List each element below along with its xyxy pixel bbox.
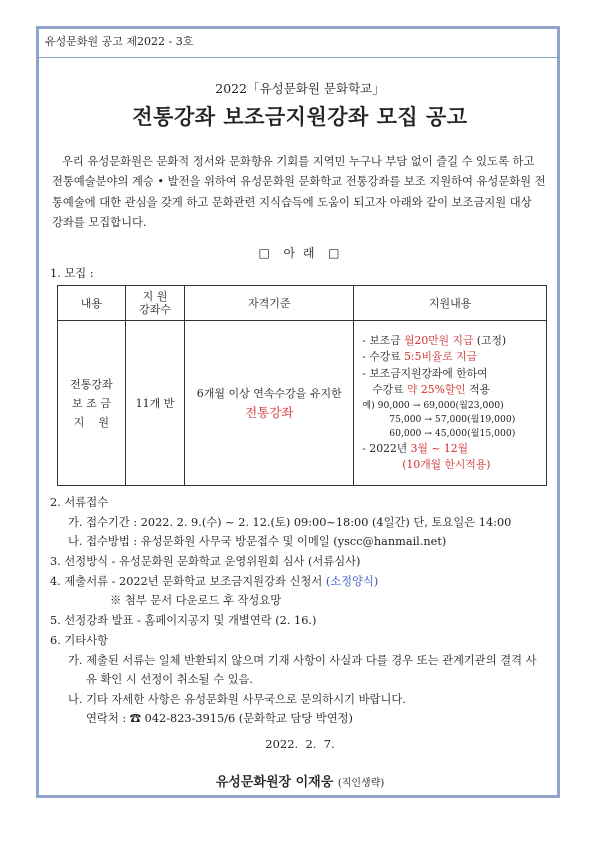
cell-support bbox=[354, 321, 547, 486]
content-line: 보 조 금 bbox=[71, 396, 111, 410]
subtitle: 2022「유성문화원 문화학교」 bbox=[215, 81, 385, 96]
qualification-highlight: 전통강좌 bbox=[245, 404, 294, 420]
phone-icon: ☎ bbox=[129, 712, 142, 725]
qualification-text: 6개월 이상 연속수강을 유지한 bbox=[196, 386, 342, 400]
contact-line bbox=[86, 710, 353, 726]
support-item: - 2022년 3월 ~ 12월 bbox=[362, 441, 469, 455]
intro-line: 강좌를 모집합니다. bbox=[52, 215, 147, 229]
intro-paragraph bbox=[52, 152, 552, 233]
seal-note: (직인생략) bbox=[337, 778, 385, 789]
contact-label: 연락처 : bbox=[86, 712, 130, 725]
support-example: 예) 90,000 → 69,000(월23,000) bbox=[362, 399, 504, 411]
cell-qualification bbox=[185, 321, 354, 486]
support-item: (10개월 한시적용) bbox=[402, 458, 491, 471]
etc-note-2: 나. 기타 자세한 사항은 유성문화원 사무국으로 문의하시기 바랍니다. bbox=[68, 693, 406, 706]
form-link[interactable]: (소정양식) bbox=[325, 575, 379, 588]
recruit-table bbox=[57, 285, 547, 486]
header-divider bbox=[37, 57, 557, 58]
header-qualification: 자격기준 bbox=[185, 286, 354, 321]
support-item: - 보조금지원강좌에 한하여 bbox=[362, 366, 488, 380]
attachment-note: ※ 첨부 문서 다운로드 후 작성요망 bbox=[110, 594, 282, 607]
table-header-row bbox=[58, 286, 547, 321]
header-count-line1: 지 원 bbox=[142, 290, 168, 303]
content-line: 전통강좌 bbox=[70, 377, 113, 391]
signature bbox=[0, 771, 600, 790]
support-example: 75,000 → 57,000(월19,000) bbox=[389, 413, 516, 425]
etc-note-1-cont: 유 확인 시 선정이 취소될 수 있음. bbox=[86, 673, 254, 686]
square-icon: □ bbox=[328, 246, 342, 260]
section-marker bbox=[0, 244, 600, 261]
application-period: 가. 접수기간 : 2022. 2. 9.(수) ~ 2. 12.(토) 09:00~18:00 (4일간) 단, 토요일은 14:00 bbox=[68, 516, 512, 529]
section-application-heading: 2. 서류접수 bbox=[50, 496, 109, 509]
signer-name: 유성문화원장 이재웅 bbox=[215, 775, 334, 790]
section-recruit-heading: 1. 모집 : bbox=[50, 267, 94, 280]
cell-content bbox=[58, 321, 126, 486]
table-row bbox=[58, 321, 547, 486]
signature-date: 2022. 2. 7. bbox=[265, 737, 335, 751]
support-example: 60,000 → 45,000(월15,000) bbox=[389, 427, 516, 439]
support-item: - 수강료 5:5비율로 지급 bbox=[362, 350, 478, 363]
required-documents bbox=[50, 573, 378, 589]
square-icon: □ bbox=[258, 246, 272, 260]
header-count-line2: 강좌수 bbox=[139, 303, 171, 316]
header-content: 내용 bbox=[58, 286, 126, 321]
contact-info: 042-823-3915/6 (문화학교 담당 박연정) bbox=[141, 712, 353, 725]
intro-line: 우리 유성문화원은 문화적 정서와 문화향유 기회를 지역민 누구나 부담 없이 즐길 수 있도록 하고 bbox=[62, 155, 535, 168]
header-count bbox=[125, 286, 184, 321]
intro-line: 통예술에 대한 관심을 갖게 하고 문화관련 지식습득에 도움이 되고자 아래와 같이 보조금지원 대상 bbox=[52, 195, 532, 209]
intro-line: 전통예술분야의 계승 • 발전을 위하여 유성문화원 문화학교 전통강좌를 보조 지원하여 유성문화원 전 bbox=[52, 175, 546, 189]
etc-note-1: 가. 제출된 서류는 일체 반환되지 않으며 기재 사항이 사실과 다를 경우 또는 관계기관의 결격 사 bbox=[68, 654, 537, 667]
document-number: 유성문화원 공고 제2022 - 3호 bbox=[45, 35, 194, 48]
ahrae-text: 아 래 bbox=[283, 246, 317, 260]
section-etc-heading: 6. 기타사항 bbox=[50, 634, 109, 647]
required-documents-text: 4. 제출서류 - 2022년 문화학교 보조금지원강좌 신청서 bbox=[50, 575, 326, 588]
announcement: 5. 선정강좌 발표 - 홈페이지공지 및 개별연락 (2. 16.) bbox=[50, 614, 317, 627]
page-title: 전통강좌 보조금지원강좌 모집 공고 bbox=[132, 104, 468, 129]
content-line: 지 원 bbox=[73, 415, 110, 429]
support-item: 수강료 약 25%할인 적용 bbox=[372, 383, 491, 396]
selection-method: 3. 선정방식 - 유성문화원 문화학교 운영위원회 심사 (서류심사) bbox=[50, 555, 361, 568]
header-support: 지원내용 bbox=[354, 286, 547, 321]
support-item: - 보조금 월20만원 지급 (고정) bbox=[362, 333, 507, 347]
cell-count: 11개 반 bbox=[125, 321, 184, 486]
application-method: 나. 접수방법 : 유성문화원 사무국 방문접수 및 이메일 (yscc@hanmail.net) bbox=[68, 535, 447, 548]
